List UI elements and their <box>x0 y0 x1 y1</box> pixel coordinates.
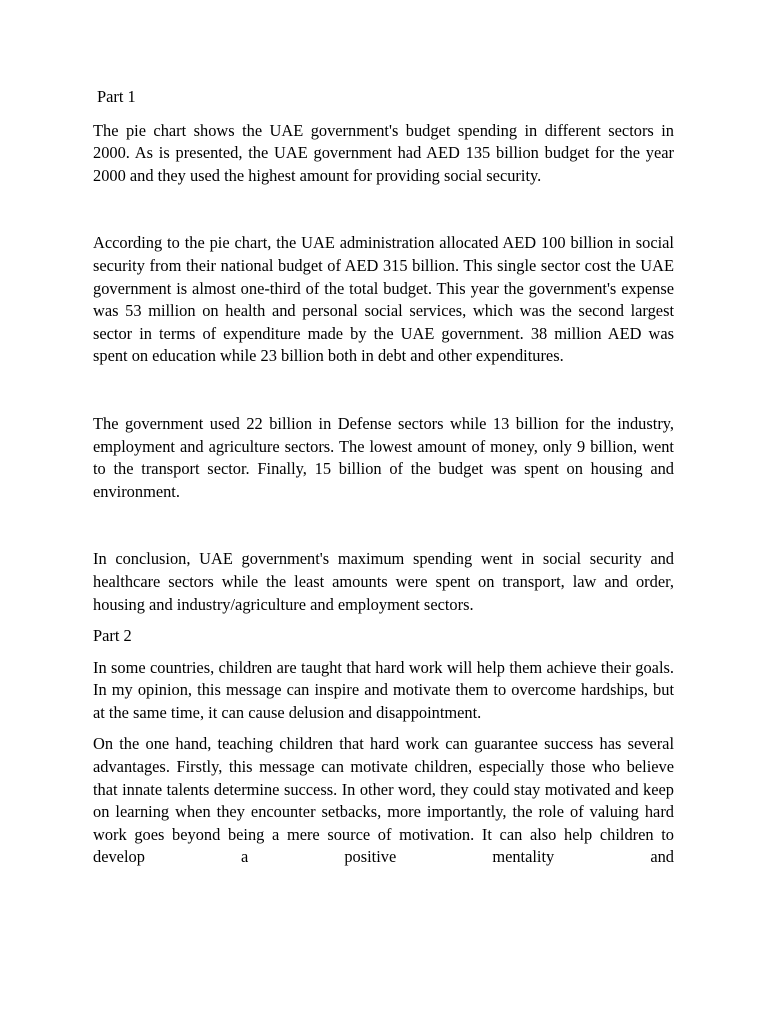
part1-paragraph-intro: The pie chart shows the UAE government's budget spending in different sectors in 2000. As is presented, the UAE government had AED 135 billion budget for the year 2000 and they used the highest amount for providing social security. <box>93 120 674 185</box>
part1-paragraph-social-security: According to the pie chart, the UAE administration allocated AED 100 billion in social security from their national budget of AED 315 billion. This single sector cost the UAE government is almost one-third of the total budget. This year the government's expense was 53 million on health and personal social services, which was the second largest sector in terms of expenditure made by the UAE government. 38 million AED was spent on education while 23 billion both in debt and other expenditures. <box>93 233 674 366</box>
part2-paragraph-advantages: On the one hand, teaching children that hard work can guarantee success has several advantages. Firstly, this message can motivate children, especially those who believe that innate talents determine success. In other word, they could stay motivated and keep on learning when they encounter setbacks, more importantly, the role of valuing hard work goes beyond being a mere source of motivation. It can also help children to develop a positive mentality and <box>93 734 674 867</box>
document-page <box>93 86 674 869</box>
part1-paragraph-conclusion: In conclusion, UAE government's maximum spending went in social security and healthcare sectors while the least amounts were spent on transport, law and order, housing and industry/agriculture and employment sectors. <box>93 549 674 614</box>
part1-paragraph-defense: The government used 22 billion in Defense sectors while 13 billion for the industry, employment and agriculture sectors. The lowest amount of money, only 9 billion, went to the transport sector. Finally, 15 billion of the budget was spent on housing and environment. <box>93 413 674 501</box>
part2-heading: Part 2 <box>93 626 132 646</box>
part1-heading: Part 1 <box>97 87 136 106</box>
part2-paragraph-intro: In some countries, children are taught that hard work will help them achieve their goals. In my opinion, this message can inspire and motivate them to overcome hardships, but at the same time, it can cause delusion and disappointment. <box>93 657 674 722</box>
